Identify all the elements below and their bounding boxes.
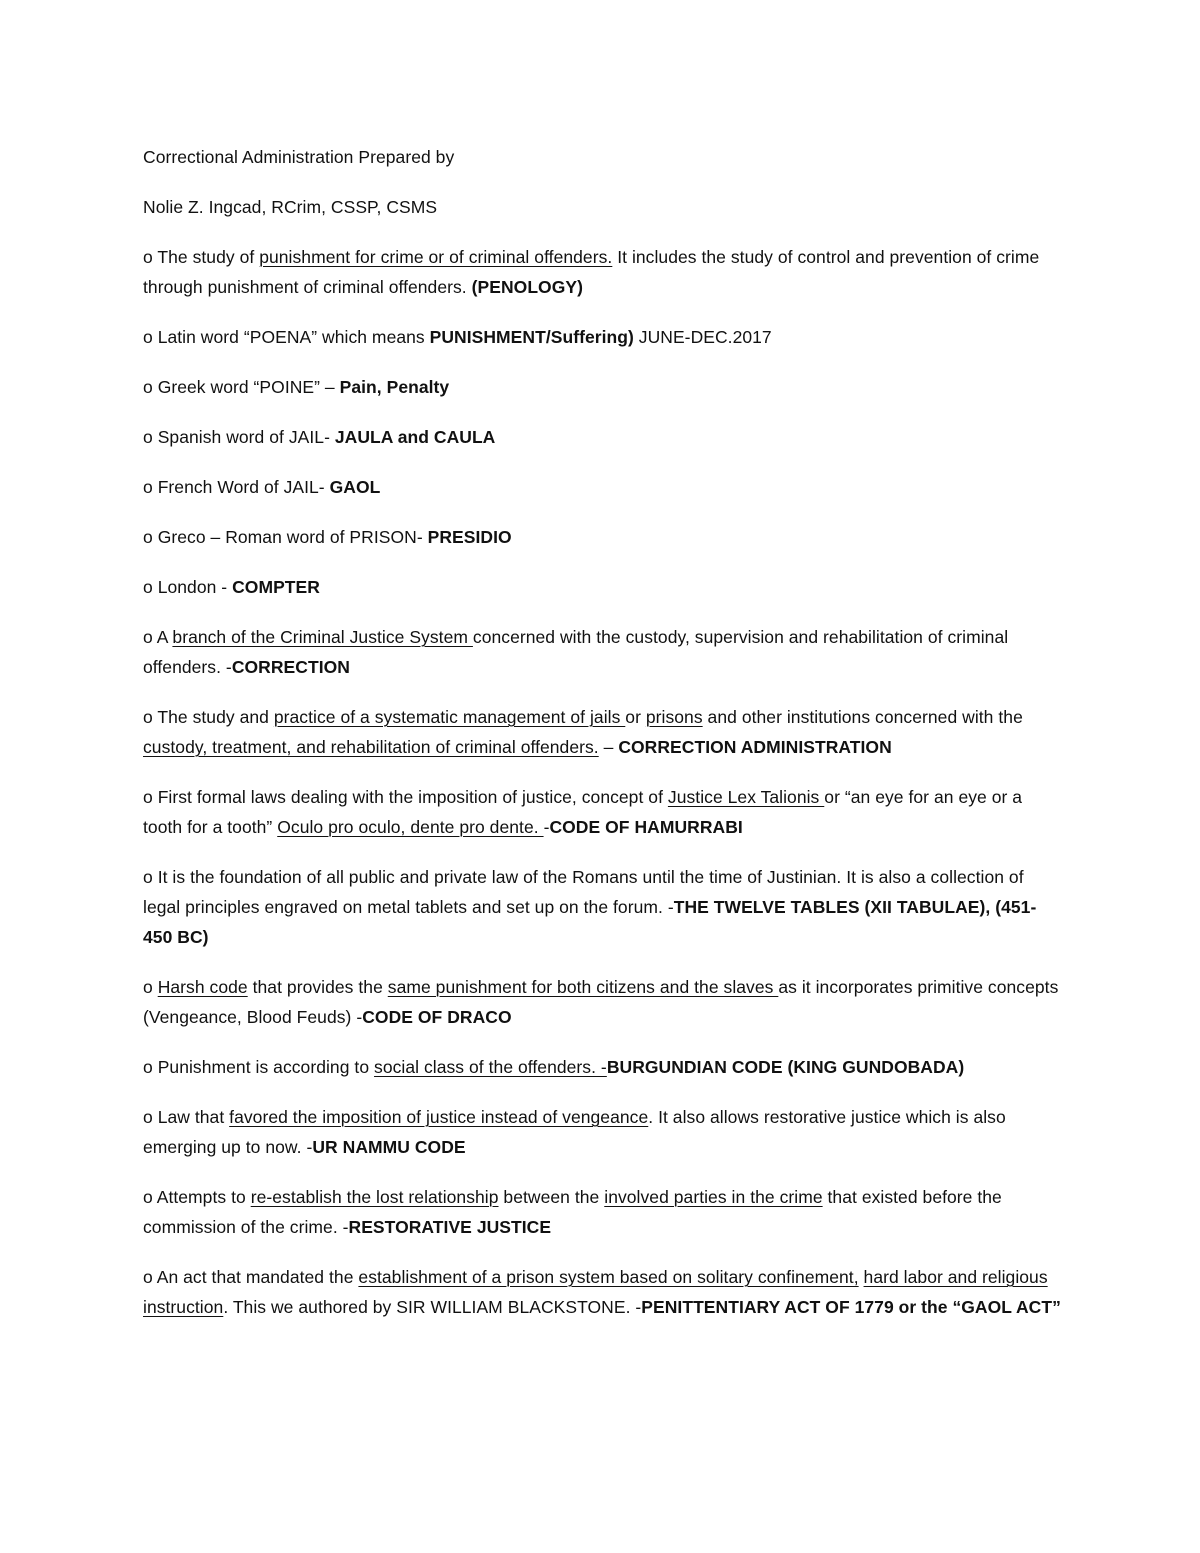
text-run: o Law that	[143, 1107, 230, 1127]
emphasis-term: RESTORATIVE JUSTICE	[348, 1217, 552, 1237]
emphasis-term: CORRECTION	[231, 657, 350, 677]
text-run: between the	[498, 1187, 605, 1207]
bullet-paragraph	[143, 782, 1063, 842]
text-run: o Punishment is according to	[143, 1057, 375, 1077]
underlined-phrase: involved parties in the crime	[604, 1187, 823, 1207]
emphasis-term: JAULA and CAULA	[334, 427, 496, 447]
bullet-paragraph	[143, 372, 1063, 402]
text-run: o French Word of JAIL-	[143, 477, 330, 497]
text-run: o First formal laws dealing with the imposition of justice, concept of	[143, 787, 668, 807]
text-run: o	[143, 977, 158, 997]
text-run: o An act that mandated the	[143, 1267, 359, 1287]
emphasis-term: THE TWELVE TABLES (XII TABULAE), (451-450 BC)	[143, 897, 1037, 947]
paragraph-list	[143, 242, 1063, 1322]
underlined-phrase: prisons	[645, 707, 703, 727]
text-run: o The study and	[143, 707, 274, 727]
bullet-paragraph	[143, 862, 1063, 952]
text-run: . It also allows restorative justice which is also emerging up to now. -	[143, 1107, 1006, 1157]
underlined-phrase: Oculo pro oculo, dente pro dente.	[277, 817, 544, 837]
text-run: that provides the	[247, 977, 388, 997]
underlined-phrase: Harsh code	[157, 977, 248, 997]
underlined-phrase: practice of a systematic management of jails	[273, 707, 626, 727]
text-run: o The study of	[143, 247, 260, 267]
bullet-paragraph	[143, 972, 1063, 1032]
bullet-paragraph	[143, 322, 1063, 352]
bullet-paragraph	[143, 622, 1063, 682]
document-title: Correctional Administration Prepared by	[143, 147, 455, 167]
bullet-paragraph	[143, 1182, 1063, 1242]
underlined-phrase: social class of the offenders. -	[374, 1057, 607, 1077]
bullet-paragraph	[143, 1102, 1063, 1162]
document-body	[143, 142, 1063, 1342]
underlined-phrase: re-establish the lost relationship	[250, 1187, 499, 1207]
bullet-paragraph	[143, 242, 1063, 302]
bullet-paragraph	[143, 1262, 1063, 1322]
emphasis-term: CODE OF HAMURRABI	[549, 817, 743, 837]
text-run: o It is the foundation of all public and private law of the Romans until the time of Justinian. It is also a collection of legal principles engraved on metal tablets and set up on the forum. -	[143, 867, 1024, 917]
bullet-paragraph	[143, 522, 1063, 552]
bullet-paragraph	[143, 572, 1063, 602]
bullet-paragraph	[143, 472, 1063, 502]
text-run: o Latin word “POENA” which means	[143, 327, 430, 347]
emphasis-term: (PENOLOGY)	[471, 277, 583, 297]
text-run: as it incorporates primitive concepts (Vengeance, Blood Feuds) -	[143, 977, 1059, 1027]
text-run: concerned with the custody, supervision and rehabilitation of criminal offenders. -	[143, 627, 1009, 677]
text-run: -	[543, 817, 550, 837]
text-run: . This we authored by SIR WILLIAM BLACKSTONE. -	[223, 1297, 642, 1317]
text-run: o Attempts to	[143, 1187, 251, 1207]
emphasis-term: BURGUNDIAN CODE (KING GUNDOBADA)	[606, 1057, 965, 1077]
emphasis-term: UR NAMMU CODE	[312, 1137, 466, 1157]
underlined-phrase: hard labor and religious instruction	[143, 1267, 1048, 1317]
emphasis-term: GAOL	[329, 477, 381, 497]
emphasis-term: PUNISHMENT/Suffering)	[429, 327, 634, 347]
text-run: or “an eye for an eye or a tooth for a tooth”	[143, 787, 1023, 837]
underlined-phrase: punishment for crime or of criminal offenders.	[259, 247, 613, 267]
text-run: o Greco – Roman word of PRISON-	[143, 527, 428, 547]
underlined-phrase: custody, treatment, and rehabilitation of criminal offenders.	[143, 737, 599, 757]
emphasis-term: Pain, Penalty	[339, 377, 450, 397]
text-run: o Greek word “POINE” –	[143, 377, 340, 397]
underlined-phrase: branch of the Criminal Justice System	[172, 627, 473, 647]
bullet-paragraph	[143, 702, 1063, 762]
document-author: Nolie Z. Ingcad, RCrim, CSSP, CSMS	[143, 197, 438, 217]
underlined-phrase: favored the imposition of justice instead of vengeance	[229, 1107, 649, 1127]
text-run: or	[625, 707, 646, 727]
text-run: JUNE-DEC.2017	[633, 327, 772, 347]
text-run: o London -	[143, 577, 233, 597]
text-run: –	[598, 737, 619, 757]
text-run: that existed before the commission of the crime. -	[143, 1187, 1002, 1237]
underlined-phrase: same punishment for both citizens and the slaves	[387, 977, 779, 997]
bullet-paragraph	[143, 1052, 1063, 1082]
emphasis-term: PRESIDIO	[427, 527, 512, 547]
emphasis-term: COMPTER	[232, 577, 320, 597]
emphasis-term: PENITTENTIARY ACT OF 1779 or the “GAOL ACT”	[641, 1297, 1061, 1317]
text-run: o A	[143, 627, 173, 647]
underlined-phrase: establishment of a prison system based on solitary confinement,	[358, 1267, 859, 1287]
text-run: It includes the study of control and prevention of crime through punishment of criminal offenders.	[143, 247, 1040, 297]
emphasis-term: CORRECTION ADMINISTRATION	[618, 737, 892, 757]
underlined-phrase: Justice Lex Talionis	[667, 787, 825, 807]
text-run: o Spanish word of JAIL-	[143, 427, 335, 447]
text-run: and other institutions concerned with the	[702, 707, 1023, 727]
emphasis-term: CODE OF DRACO	[362, 1007, 512, 1027]
bullet-paragraph	[143, 422, 1063, 452]
